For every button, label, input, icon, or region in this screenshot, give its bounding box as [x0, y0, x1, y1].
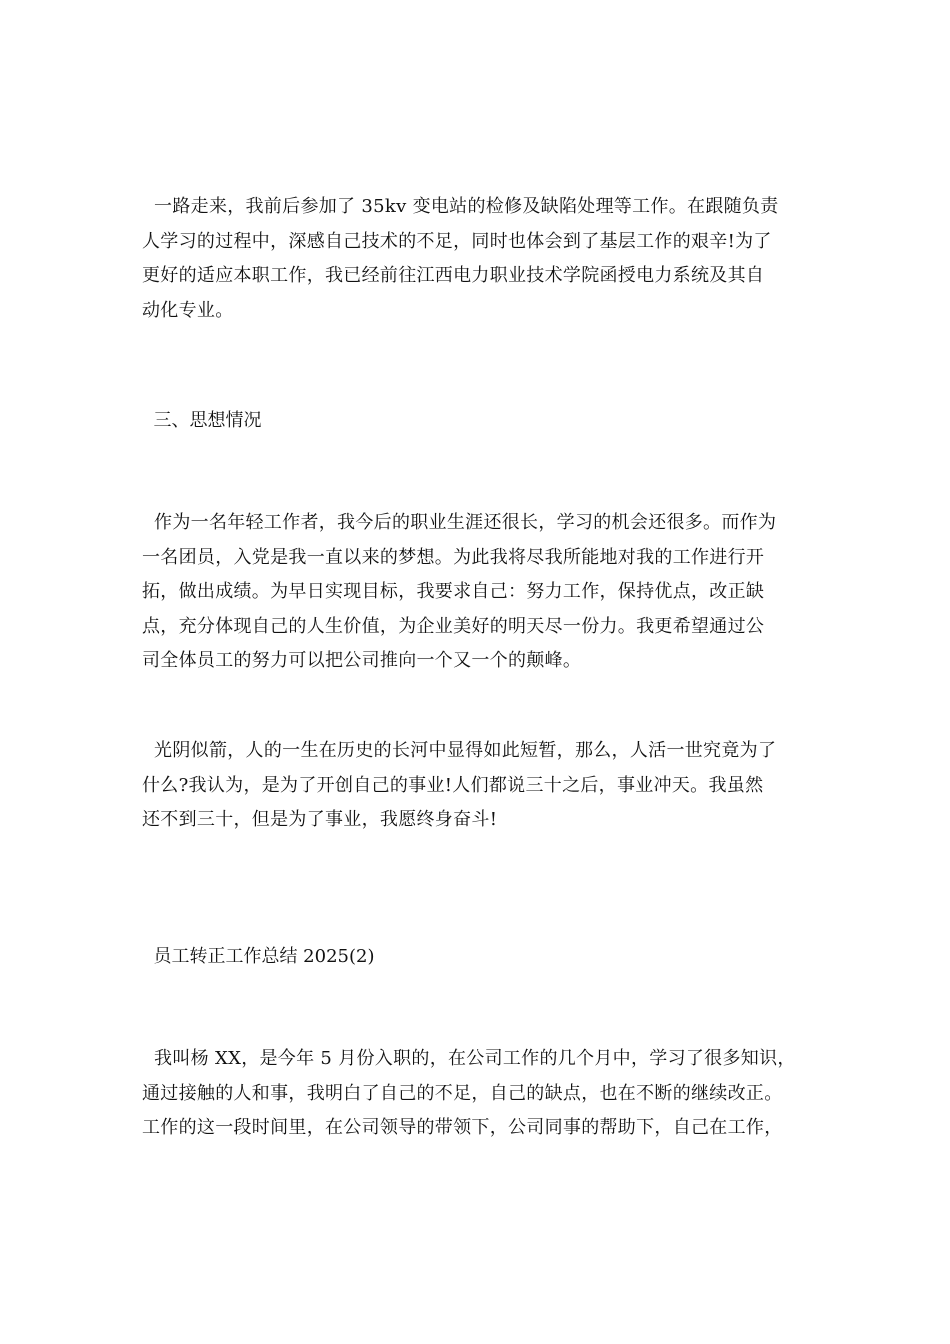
text-line: 人学习的过程中，深感自己技术的不足，同时也体会到了基层工作的艰辛!为了 [142, 230, 772, 252]
text-line: 还不到三十，但是为了事业，我愿终身奋斗! [142, 809, 498, 830]
text-line: 我叫杨 XX，是今年 5 月份入职的，在公司工作的几个月中，学习了很多知识， [142, 1048, 796, 1069]
text-line: 工作的这一段时间里，在公司领导的带领下，公司同事的帮助下，自己在工作， [142, 1117, 783, 1138]
paragraph-work-experience [142, 190, 810, 328]
section-heading-thoughts: 三、思想情况 [142, 410, 262, 431]
text-line: 通过接触的人和事，我明白了自己的不足，自己的缺点，也在不断的继续改正。 [142, 1082, 783, 1104]
paragraph-introduction [142, 1042, 810, 1146]
text-line: 动化专业。 [142, 299, 234, 321]
text-line: 什么?我认为，是为了开创自己的事业!人们都说三十之后，事业冲天。我虽然 [142, 774, 764, 796]
text-line: 一路走来，我前后参加了 35kv 变电站的检修及缺陷处理等工作。在跟随负责 [142, 196, 779, 217]
text-line: 作为一名年轻工作者，我今后的职业生涯还很长，学习的机会还很多。而作为 [142, 512, 777, 533]
text-line: 光阴似箭，人的一生在历史的长河中显得如此短暂，那么，人活一世究竟为了 [142, 740, 777, 761]
text-line: 司全体员工的努力可以把公司推向一个又一个的颠峰。 [142, 650, 582, 671]
text-line: 拓，做出成绩。为早日实现目标，我要求自己：努力工作，保持优点，改正缺 [142, 581, 765, 602]
text-line: 更好的适应本职工作，我已经前往江西电力职业技术学院函授电力系统及其自 [142, 265, 765, 286]
paragraph-thoughts [142, 506, 810, 679]
paragraph-life-goal [142, 734, 810, 838]
section-heading-summary: 员工转正工作总结 2025(2) [142, 946, 375, 967]
text-line: 一名团员，入党是我一直以来的梦想。为此我将尽我所能地对我的工作进行开 [142, 546, 765, 568]
text-line: 点，充分体现自己的人生价值，为企业美好的明天尽一份力。我更希望通过公 [142, 615, 765, 637]
